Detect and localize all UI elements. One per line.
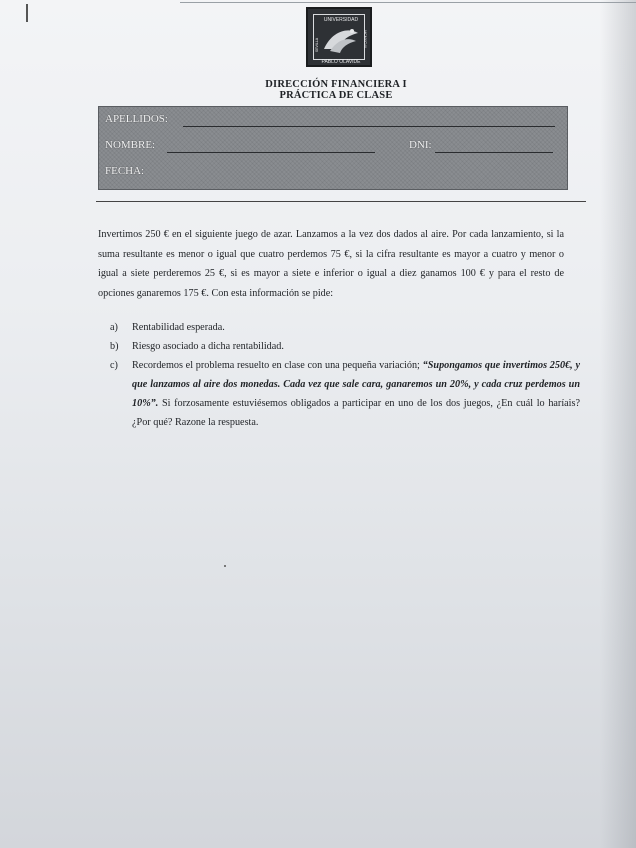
logo-left-text: SEVILLA [315, 37, 319, 53]
question-a-marker: a) [110, 322, 118, 333]
dni-label: DNI: [409, 139, 432, 151]
course-title: DIRECCIÓN FINANCIERA I [265, 79, 407, 90]
paper-shadow [600, 0, 636, 848]
section-divider [96, 201, 586, 202]
paper-speck [224, 565, 226, 567]
logo-right-text: MCMXCVII [363, 30, 367, 48]
question-a-text: Rentabilidad esperada. [132, 322, 225, 333]
fecha-label: FECHA: [105, 165, 145, 177]
student-info-box [98, 106, 568, 190]
practice-title: PRÁCTICA DE CLASE [279, 90, 393, 101]
nombre-field[interactable] [167, 152, 375, 153]
problem-statement: Invertimos 250 € en el siguiente juego de azar. Lanzamos a la vez dos dados al aire. Por cada lanzamiento, si la suma resultante es menor o igual que cuatro perdemos 75 €, si la cifra resultante es mayor a cuatro y menor o igual a siete perderemos 25 €, si es mayor a siete e inferior o igual a diez ganamos 100 € y para el resto de opciones ganaremos 175 €. Con esta información se pide: [98, 229, 564, 299]
question-c-tail: Si forzosamente estuviésemos obligados a participar en uno de los dos juegos, ¿En cuál lo haríais? ¿Por qué? Razone la respuesta. [132, 398, 580, 428]
apellidos-label: APELLIDOS: [105, 113, 168, 125]
top-edge-line [180, 2, 636, 3]
question-b-text: Riesgo asociado a dicha rentabilidad. [132, 341, 284, 352]
logo-emblem-icon [308, 9, 374, 69]
question-c-quote: “Supongamos que invertimos 250€, y que lanzamos al aire dos monedas. Cada vez que sale cara, ganaremos un 20%, y cada cruz perdemos un 10%”. [132, 360, 581, 409]
question-b-marker: b) [110, 341, 119, 352]
logo-top-text: UNIVERSIDAD [323, 17, 359, 23]
edge-mark [26, 4, 28, 22]
university-logo [306, 7, 372, 67]
apellidos-field[interactable] [183, 126, 555, 127]
question-c-text [132, 356, 580, 432]
dni-field[interactable] [435, 152, 553, 153]
nombre-label: NOMBRE: [105, 139, 156, 151]
question-c-marker: c) [110, 360, 118, 371]
logo-bottom-text: PABLO OLAVIDE [321, 59, 361, 65]
question-c-lead: Recordemos el problema resuelto en clase con una pequeña variación; [132, 360, 420, 371]
